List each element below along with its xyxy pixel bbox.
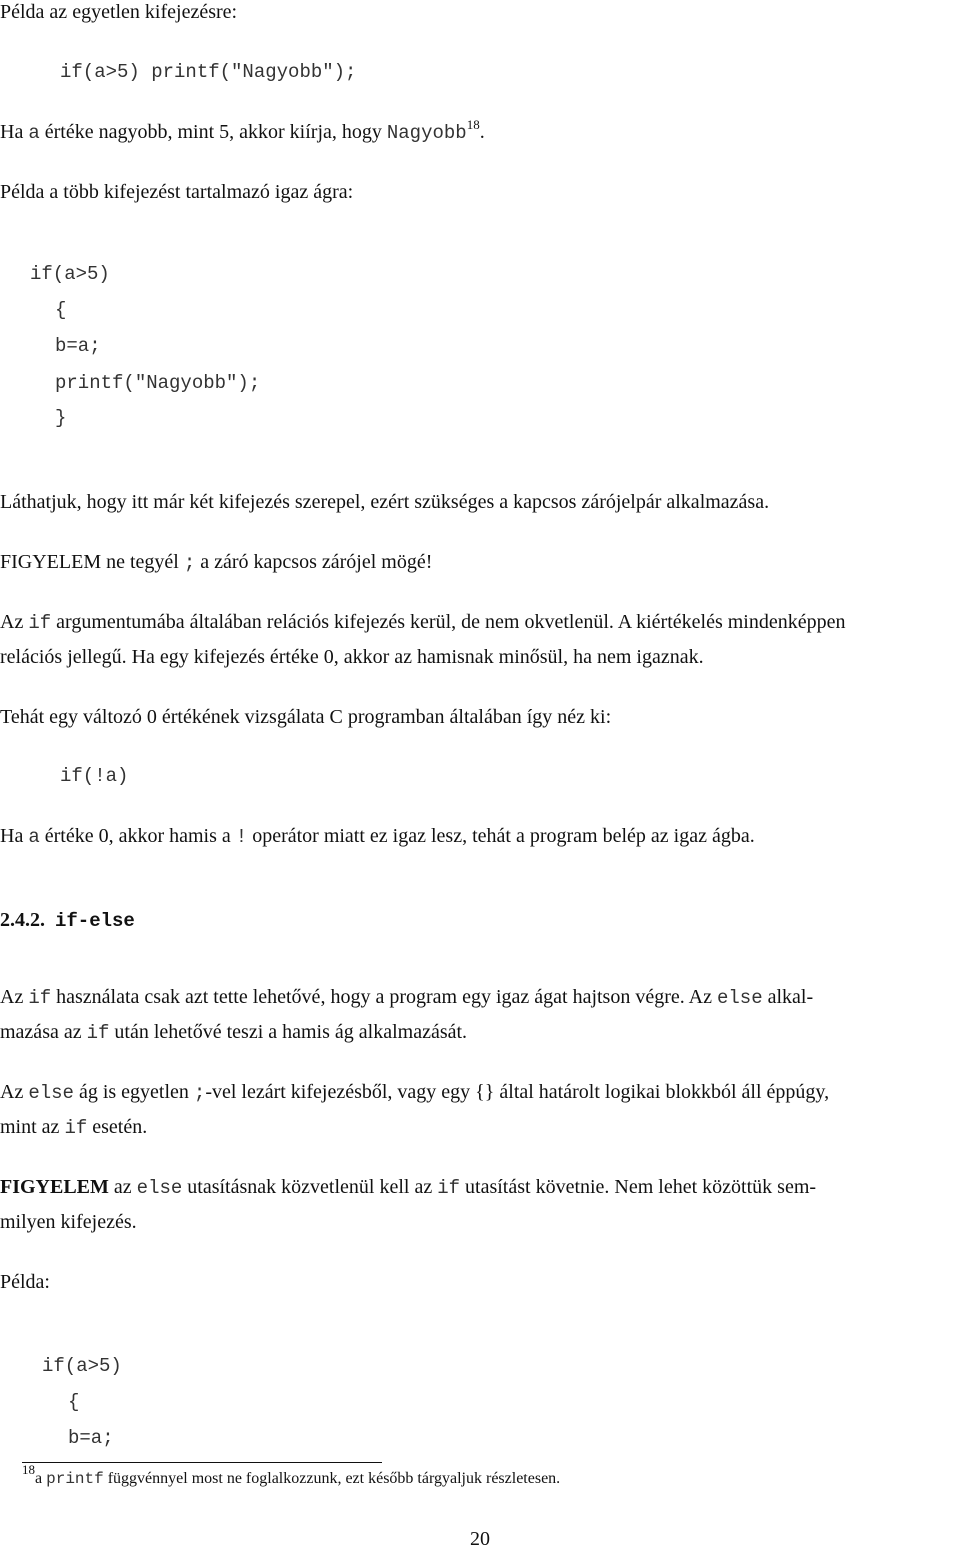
code-block-line: { <box>68 1391 80 1413</box>
code-block-line: if(a>5) <box>30 263 110 285</box>
code-block-line: b=a; <box>55 335 101 357</box>
footnote-divider <box>22 1462 382 1463</box>
inline-code: else <box>136 1177 183 1199</box>
warning-else-line2: milyen kifejezés. <box>0 1211 137 1233</box>
intro-line-block: Példa a több kifejezést tartalmazó igaz ágra: <box>0 181 354 203</box>
paragraph-zero-test: Tehát egy változó 0 értékének vizsgálata C programban általában így néz ki: <box>0 706 612 728</box>
inline-code: else <box>716 987 763 1009</box>
inline-code: if <box>28 987 52 1009</box>
inline-code: Nagyobb <box>386 122 467 144</box>
paragraph-nagyobb: Ha a értéke nagyobb, mint 5, akkor kiírja, hogy Nagyobb$^{18}$. <box>0 117 485 144</box>
heading-code: if-else <box>55 910 135 932</box>
paragraph-else-line1: Az if használata csak azt tette lehetővé, hogy a program egy igaz ágat hajtson végre. Az else alkal- <box>0 986 814 1009</box>
inline-code: if <box>437 1177 461 1199</box>
footnote-marker: 18 <box>22 1462 35 1477</box>
inline-code: ; <box>183 552 196 574</box>
paragraph-else-line2: mazása az if után lehetővé teszi a hamis ág alkalmazását. <box>0 1021 468 1044</box>
warning-else-line1: FIGYELEM az else utasításnak közvetlenül kell az if utasítást követnie. Nem lehet közöttük sem- <box>0 1176 817 1199</box>
inline-code: ; <box>193 1082 206 1104</box>
inline-code: a <box>28 122 40 144</box>
inline-code: a <box>28 826 40 848</box>
inline-code: if <box>28 612 52 634</box>
paragraph-relational-line2: relációs jellegű. Ha egy kifejezés értéke 0, akkor az hamisnak minősül, ha nem igaznak. <box>0 646 704 668</box>
inline-code: printf <box>46 1470 104 1488</box>
paragraph-not-operator: Ha a értéke 0, akkor hamis a ! operátor miatt ez igaz lesz, tehát a program belép az igaz ágba. <box>0 825 755 848</box>
paragraph-braces: Láthatjuk, hogy itt már két kifejezés szerepel, ezért szükséges a kapcsos zárójelpár alkalmazása. <box>0 491 770 513</box>
code-block-line: b=a; <box>68 1427 114 1449</box>
inline-code: if <box>86 1022 110 1044</box>
section-heading: 2.4.2. if-else <box>0 909 135 932</box>
example-label: Példa: <box>0 1271 50 1293</box>
warning-semicolon: FIGYELEM ne tegyél ; a záró kapcsos zárójel mögé! <box>0 551 433 574</box>
code-not-a: if(!a) <box>60 765 129 787</box>
inline-code: ! <box>235 826 248 848</box>
code-block-line: { <box>55 299 67 321</box>
code-block-line: if(a>5) <box>42 1355 122 1377</box>
intro-line: Példa az egyetlen kifejezésre: <box>0 1 238 23</box>
footnote: $^{18}$a printf függvénnyel most ne foglalkozzunk, ezt később tárgyaljuk részletesen. <box>22 1462 561 1488</box>
inline-code: if <box>64 1117 88 1139</box>
paragraph-else-block-line1: Az else ág is egyetlen ;-vel lezárt kifejezésből, vagy egy {} által határolt logikai blokkból áll éppúgy, <box>0 1081 830 1104</box>
page-number: 20 <box>470 1528 490 1550</box>
paragraph-else-block-line2: mint az if esetén. <box>0 1116 148 1139</box>
paragraph-relational-line1: Az if argumentumába általában relációs kifejezés kerül, de nem okvetlenül. A kiértékelés mindenképpen <box>0 611 846 634</box>
inline-code: else <box>28 1082 74 1104</box>
code-block-line: printf("Nagyobb"); <box>55 372 261 394</box>
code-block-line: } <box>55 407 67 429</box>
code-single-statement: if(a>5) printf("Nagyobb"); <box>60 61 357 83</box>
footnote-ref[interactable]: 18 <box>466 117 480 132</box>
